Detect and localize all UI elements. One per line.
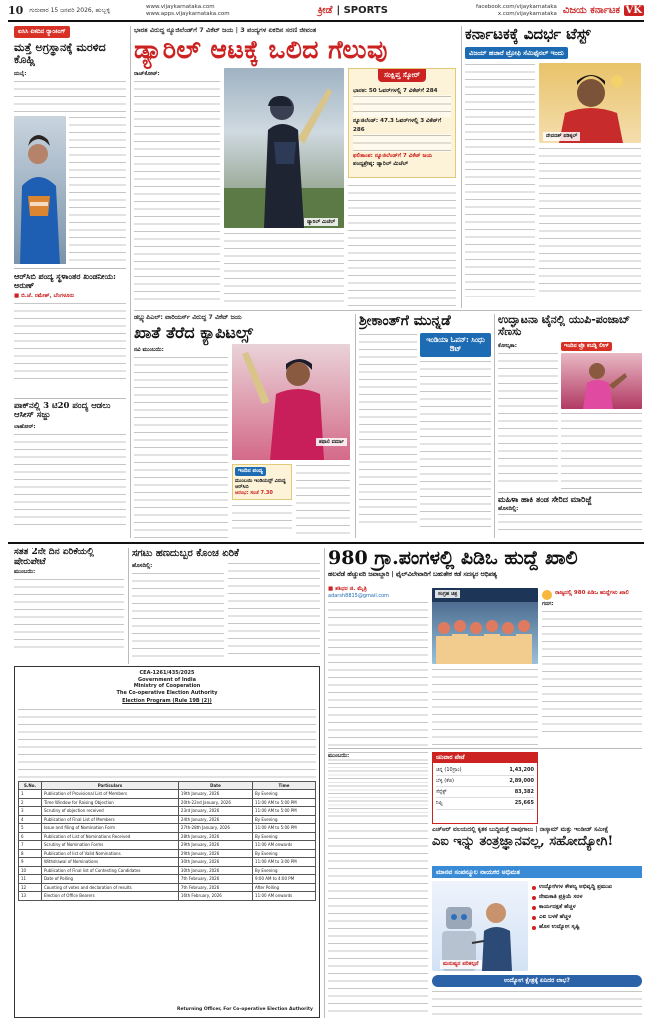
row-divider xyxy=(134,310,642,311)
market-value: 83,382 xyxy=(514,789,534,795)
jobs-body-2 xyxy=(432,668,538,748)
ad-table-header: Time xyxy=(253,781,316,790)
masthead-rule xyxy=(8,20,644,22)
masthead xyxy=(8,4,644,18)
ad-authority: The Co-operative Election Authority xyxy=(116,689,218,696)
main-story xyxy=(134,26,458,308)
wpl-today-match: ಮುಂಬಯಿ ಇಂಡಿಯನ್ಸ್ ವಿರುದ್ಧ ಆರ್‌ಸಿಬಿ xyxy=(235,477,286,491)
ad-table xyxy=(18,781,316,901)
ai-point xyxy=(532,894,642,901)
pak-headline: ಪಾಕ್‌ನಲ್ಲಿ 3 ಟಿ20 ಪಂದ್ಯ ಆಡಲು ಆಸೀಸ್ ಸಜ್ಜು xyxy=(14,401,111,421)
jobs-headline: 980 ಗ್ರಾ.ಪಂಗಳಲ್ಲಿ ಪಿಡಿಒ ಹುದ್ದೆ ಖಾಲಿ xyxy=(328,548,578,569)
election-notice-ad xyxy=(14,666,320,1018)
ad-table-cell: Counting of votes and declaration of results xyxy=(41,883,178,892)
wpl-story xyxy=(134,314,352,538)
bullet-icon xyxy=(532,906,536,910)
srikanth-headline: ಶ್ರೀಕಾಂತ್‌ಗೆ ಮುನ್ನಡೆ xyxy=(359,314,451,329)
wpi-story xyxy=(132,548,320,664)
marizanne-story xyxy=(498,492,642,538)
brand-logo: ವಿಜಯ ಕರ್ನಾಟಕ VK xyxy=(562,4,642,16)
ai-point-text: ಎಐ ಬಳಕೆ ಹೆಚ್ಚಳ xyxy=(539,914,572,921)
rcb-story xyxy=(14,268,126,394)
ad-table-row xyxy=(19,798,316,807)
ai-point-text: ಉದ್ಯೋಗಿಗಳ ಕೌಶಲ್ಯ ಅಭಿವೃದ್ಧಿ ಪ್ರಮುಖ xyxy=(539,884,613,891)
ad-table-row xyxy=(19,841,316,850)
ad-table-cell: Publication of Provisional List of Members xyxy=(41,790,178,799)
wpi-headline: ಸಗಟು ಹಣದುಬ್ಬರ ಕೊಂಚ ಏರಿಕೆ xyxy=(132,548,239,559)
market-title: ಚಿನಿವಾರ ಪೇಟೆ xyxy=(433,753,537,763)
ranji-photo xyxy=(539,63,641,143)
date-line: ಗುರುವಾರ 15 ಜನವರಿ 2026, ಹುಬ್ಬಳ್ಳಿ xyxy=(29,7,110,15)
jobs-photo xyxy=(432,588,538,664)
main-body-3 xyxy=(348,184,456,306)
ai-info-title: ಮಾನವ ಸಂಪನ್ಮೂಲ ನಾಯಕರ ಅಭಿಮತ xyxy=(432,866,642,878)
ad-table-cell: 3 xyxy=(19,807,42,816)
ad-table-cell: After Polling xyxy=(253,883,316,892)
ranji-body-1 xyxy=(465,63,535,297)
ad-table-cell: 11:00 AM to 5:00 PM xyxy=(253,807,316,816)
ad-table-cell: 9 xyxy=(19,858,42,867)
bullet-icon xyxy=(532,916,536,920)
wpl-body-2 xyxy=(296,464,350,534)
ad-table-cell: 30th January, 2026 xyxy=(178,858,252,867)
market-value: 2,89,000 xyxy=(509,777,534,784)
market-rows xyxy=(433,763,537,812)
ad-table-row xyxy=(19,807,316,816)
col-divider xyxy=(130,26,131,538)
wpl-photo xyxy=(232,344,350,460)
ad-table-cell: 12 xyxy=(19,883,42,892)
ad-intro xyxy=(18,708,316,778)
kohli-photo xyxy=(14,116,66,264)
ranji-body-2 xyxy=(539,147,641,297)
market-row xyxy=(436,798,534,809)
market-row xyxy=(436,765,534,776)
web-url[interactable]: www.vijaykarnataka.com xyxy=(145,4,215,11)
main-kicker: ಭಾರತ ವಿರುದ್ಧ ನ್ಯೂಜಿಲೆಂಡ್‌ಗೆ 7 ವಿಕೆಟ್ ಜಯ | 3 ಪಂದ್ಯಗಳ ಏಕದಿನ ಸರಣಿ ಜೀವಂತ xyxy=(134,26,317,34)
kohli-tag: ಐಸಿಸಿ ಏಕದಿನ ರ‍್ಯಾಂಕಿಂಗ್ xyxy=(14,26,70,38)
ai-body-2 xyxy=(432,990,642,1018)
col-divider-2 xyxy=(355,314,356,538)
ai-headline: ಎಐ ಇನ್ನು ತಂತ್ರಜ್ಞಾನವಲ್ಲ, ಸಹೋದ್ಯೋಗಿ! xyxy=(432,833,614,849)
bullet-icon xyxy=(532,926,536,930)
ad-table-cell: 11 xyxy=(19,875,42,884)
wpl-body-1 xyxy=(134,356,228,538)
srikanth-body-2 xyxy=(420,360,491,532)
ad-table-header: S.No. xyxy=(19,781,42,790)
ranji-subhead: ವಿಜಯ್ ಹಜಾರೆ ಟ್ರೋಫಿ ಸೆಮಿಫೈನಲ್ ಇಂದು xyxy=(465,47,568,59)
ad-ref: CEA-1261/435/2025 xyxy=(139,670,195,676)
kohli-dateline: ದುಬೈ: xyxy=(14,70,27,77)
kohli-body xyxy=(14,80,126,114)
kohli-body-2 xyxy=(69,116,126,264)
section-rule xyxy=(8,542,644,544)
ad-signature: Returning Officer, For Co-operative Election Authority xyxy=(177,1007,313,1013)
ad-table-cell: Time Window for Raising Objection xyxy=(41,798,178,807)
market-label: ಸೆನ್ಸೆಕ್ಸ್ xyxy=(436,789,447,795)
ad-table-cell: 7 xyxy=(19,841,42,850)
ad-table-cell: 1 xyxy=(19,790,42,799)
ad-table-header: Date xyxy=(178,781,252,790)
ai-col-1 xyxy=(328,752,428,1018)
kabaddi-story xyxy=(498,314,642,490)
wpi-dateline: ಹೊಸದಿಲ್ಲಿ: xyxy=(132,563,153,569)
jobs-email: adarsh8815@gmail.com xyxy=(328,592,390,599)
market-value: 25,665 xyxy=(514,800,534,807)
wpl-photo-caption: ಶಫಾಲಿ ವರ್ಮಾ xyxy=(316,438,347,446)
ai-point-text: ಕಾರ್ಯದಕ್ಷತೆ ಹೆಚ್ಚಳ xyxy=(539,904,576,911)
wpl-today-time: ಆರಂಭ: ಸಂಜೆ 7.30 xyxy=(235,490,273,497)
ad-table-cell: 10 xyxy=(19,866,42,875)
col-divider-4 xyxy=(128,548,129,664)
ad-program: Election Program (Rule 19B (2)) xyxy=(122,698,212,704)
scorecard-title: ಸಂಕ್ಷಿಪ್ತ ಸ್ಕೋರ್ xyxy=(378,69,426,82)
ad-table-cell: 11:00 AM to 5:00 PM xyxy=(253,798,316,807)
wpl-body-3 xyxy=(232,504,292,534)
site-urls xyxy=(146,4,230,18)
ad-table-header: Particulars xyxy=(41,781,178,790)
section-title: ಕ್ರೀಡೆ | SPORTS xyxy=(317,4,388,16)
ad-table-cell: By Evening xyxy=(253,815,316,824)
kabaddi-body-2 xyxy=(561,412,642,490)
pak-story xyxy=(14,398,126,538)
ad-table-cell: 9:00 AM to 4:00 PM xyxy=(253,875,316,884)
kabaddi-photo xyxy=(561,353,642,409)
satta-dateline: ಮುಂಬಯಿ: xyxy=(14,568,36,575)
satta-headline: ಸತತ 2ನೇ ದಿನ ಏರಿಕೆಯಲ್ಲಿ ಷೇರುಪೇಟೆ xyxy=(14,548,94,567)
page-number: 10 xyxy=(8,4,24,18)
ai-point xyxy=(532,924,642,931)
ad-table-cell: 13 xyxy=(19,892,42,901)
ad-table-cell: Scrutiny of Nomination Forms xyxy=(41,841,178,850)
ai-point xyxy=(532,914,642,921)
rcb-headline: ಆರ್‌ಸಿಬಿ ಪಂದ್ಯ ಸ್ಥಳಾಂತರ ಖಂಡನೀಯ: ಅರುಣ್ xyxy=(14,271,117,290)
ad-table-cell: 23rd January, 2026 xyxy=(178,807,252,816)
ai-point-text: ನೇಮಕಾತಿ ಪ್ರಕ್ರಿಯೆ ಸರಳ xyxy=(539,894,583,901)
ai-point-text: ಹೊಸ ಉದ್ಯೋಗ ಸೃಷ್ಟಿ xyxy=(539,924,580,931)
score-india: ಭಾರತ: 50 ಓವರ್‌ಗಳಲ್ಲಿ 7 ವಿಕೆಟ್‌ಗೆ 284 xyxy=(353,87,438,94)
ad-table-row xyxy=(19,892,316,901)
col-divider-3 xyxy=(494,314,495,538)
ad-table-cell: Publication of Final list of Contesting Candidates xyxy=(41,866,178,875)
jobs-side-body xyxy=(542,610,642,738)
bullet-icon xyxy=(532,896,536,900)
ad-table-cell: 29th January, 2026 xyxy=(178,849,252,858)
kabaddi-tag: ಇಂದಿನ ಪ್ರೊ ಕಬಡ್ಡಿ ಲೀಗ್ xyxy=(561,342,612,351)
wpl-headline: ಖಾತೆ ತೆರೆದ ಕ್ಯಾಪಿಟಲ್ಸ್ xyxy=(134,322,253,342)
wpl-dateline: ನವಿ ಮುಂಬಯಿ: xyxy=(134,347,164,353)
bullet-icon xyxy=(532,886,536,890)
ad-table-cell: 19th January, 2026 xyxy=(178,790,252,799)
satta-story xyxy=(14,548,124,664)
ad-table-cell: Publication of list of Valid Nominations xyxy=(41,849,178,858)
ai-kicker: ಎಚ್‌ಆರ್ ವಲಯದಲ್ಲಿ ಕೃತಕ ಬುದ್ಧಿಮತ್ತೆ ದಾಪುಗಾಲು | ನಾಸ್ಕಾಮ್ ಮತ್ತು ಇಂಡೀಡ್ ಸಮೀಕ್ಷೆ xyxy=(432,826,609,833)
srikanth-body-1 xyxy=(359,333,417,529)
market-label: ಬೆಳ್ಳಿ (ಕೆಜಿ) xyxy=(436,777,454,784)
ad-ministry: Ministry of Cooperation xyxy=(133,683,201,689)
wpl-today-title: ಇಂದಿನ ಪಂದ್ಯ xyxy=(235,467,266,476)
ad-table-cell: 11:00 AM to 3:00 PM xyxy=(253,858,316,867)
ad-table-cell: 4 xyxy=(19,815,42,824)
ad-table-row xyxy=(19,849,316,858)
ad-table-row xyxy=(19,832,316,841)
marizanne-body xyxy=(498,513,642,535)
ranji-story xyxy=(465,26,641,308)
market-row xyxy=(436,787,534,798)
facebook-link[interactable]: facebook.com/vijaykarnataka xyxy=(476,4,557,11)
ad-table-row xyxy=(19,815,316,824)
ai-top-rule xyxy=(328,748,642,749)
ad-table-cell: 24th January, 2026 xyxy=(178,815,252,824)
scorecard xyxy=(348,68,456,178)
alert-icon xyxy=(542,590,552,600)
ad-table-cell: Election of Office Bearers xyxy=(41,892,178,901)
ad-table-row xyxy=(19,858,316,867)
main-photo xyxy=(224,68,344,228)
ranji-headline: ಕರ್ನಾಟಕಕ್ಕೆ ವಿದರ್ಭ ಟೆಸ್ಟ್ xyxy=(465,26,591,43)
ad-table-cell: 6 xyxy=(19,832,42,841)
ad-gov: Government of India xyxy=(138,676,196,683)
ai-points xyxy=(532,881,642,971)
jobs-side-note: ರಾಜ್ಯದಲ್ಲಿ 980 ಪಿಡಿಒ ಹುದ್ದೆಗಳು ಖಾಲಿ xyxy=(555,590,629,596)
ai-robot-image xyxy=(432,881,528,971)
rcb-byline: ■ ಬಿ.ಜೆ. ರಮೇಶ್, ಬೆಂಗಳೂರು xyxy=(14,292,75,299)
wpi-body-1 xyxy=(132,572,224,660)
pak-dateline: ಲಾಹೋರ್: xyxy=(14,423,36,430)
ad-table-cell: By Evening xyxy=(253,849,316,858)
ad-table-cell: 11:00 AM to 5:00 PM xyxy=(253,824,316,833)
ad-table-cell: 16th February, 2026 xyxy=(178,892,252,901)
pak-body xyxy=(14,433,126,529)
marizanne-headline: ಮಹಿಳಾ ಹಾಕಿ ತಂಡ ಸೇರಿದ ಮಾರಿಜ್ಜೆ xyxy=(498,494,592,504)
col-divider-5 xyxy=(324,548,325,1018)
ad-table-cell: 7th February, 2026 xyxy=(178,883,252,892)
ai-point xyxy=(532,904,642,911)
ad-table-cell: 20th-22nd January, 2026 xyxy=(178,798,252,807)
x-link[interactable]: x.com/vijaykarnataka xyxy=(497,11,557,17)
ad-table-cell: 29th January, 2026 xyxy=(178,841,252,850)
ai-dateline: ಮುಂಬಯಿ: xyxy=(328,753,350,759)
kohli-story xyxy=(14,26,126,264)
ad-table-cell: Publication of List of Nominations Received xyxy=(41,832,178,841)
ad-table-cell: 5 xyxy=(19,824,42,833)
ai-point xyxy=(532,884,642,891)
wpl-today-box xyxy=(232,464,292,500)
main-headline: ಡ್ಯಾರಿಲ್ ಆಟಕ್ಕೆ ಒಲಿದ ಗೆಲುವು xyxy=(134,35,388,65)
ad-table-cell: By Evening xyxy=(253,866,316,875)
kabaddi-dateline: ಕೋಲ್ಕತಾ: xyxy=(498,343,517,350)
ranji-photo-caption: ದೇವದತ್ ಪಡಿಕ್ಕಲ್ xyxy=(543,132,580,140)
ad-table-cell: 11:00 AM onwards xyxy=(253,892,316,901)
market-row xyxy=(436,776,534,787)
wpi-body-2 xyxy=(228,562,320,660)
ad-table-cell: Withdrawal of Nominations xyxy=(41,858,178,867)
ai-body-1 xyxy=(328,762,428,1012)
jobs-subhead: ಹಲವೆಡೆ ಹೆಚ್ಚುವರಿ ಜವಾಬ್ದಾರಿ | ಫೈಲ್‌ವಿಲೇವಾರಿಗೆ ಬಹುತೇಕ ಕಡೆ ಸದಸ್ಯರ ಆಧಿಪತ್ಯ xyxy=(328,570,497,578)
ad-table-cell: 7th February, 2026 xyxy=(178,875,252,884)
jobs-side-story xyxy=(542,590,642,746)
kohli-headline: ಮತ್ತೆ ಅಗ್ರಸ್ಥಾನಕ್ಕೆ ಮರಳಿದ ಕೊಹ್ಲಿ xyxy=(14,40,106,66)
market-label: ನಿಫ್ಟಿ xyxy=(436,800,443,807)
jobs-side-dateline: ಗದಗ: xyxy=(542,601,554,607)
ai-footer-tag: ಉದ್ಯೋಗ ಕ್ಷೇತ್ರಕ್ಕೆ ಏನಿದರ ಲಾಭ? xyxy=(432,975,642,987)
kabaddi-body-1 xyxy=(498,352,558,488)
col-divider-right xyxy=(461,26,462,308)
ad-table-row xyxy=(19,883,316,892)
social-links xyxy=(476,4,557,18)
market-box xyxy=(432,752,538,824)
ad-table-cell: Scrutiny of objection received xyxy=(41,807,178,816)
score-pom: ಪಂದ್ಯಶ್ರೇಷ್ಠ: ಡ್ಯಾರಿಲ್ ಮಿಚೆಲ್ xyxy=(353,161,409,168)
rcb-body xyxy=(14,302,126,384)
score-nz: ನ್ಯೂಜಿಲೆಂಡ್: 47.3 ಓವರ್‌ಗಳಲ್ಲಿ 3 ವಿಕೆಟ್‌ಗೆ 286 xyxy=(353,118,442,133)
kabaddi-headline: ಉದ್ಘಾಟನಾ ಟೈನಲ್ಲಿ ಯುಪಿ-ಪಂಜಾಬ್ ಸೆಣಸು xyxy=(498,314,631,339)
ad-table-cell: 11:00 AM onwards xyxy=(253,841,316,850)
ad-table-row xyxy=(19,824,316,833)
ad-table-cell: Date of Polling xyxy=(41,875,178,884)
ad-table-cell: 2 xyxy=(19,798,42,807)
srikanth-story xyxy=(359,314,491,538)
ai-human-label: ಮನುಷ್ಯರ ಪರಿಕಲ್ಪನೆ xyxy=(440,960,482,969)
jobs-byline: ■ ಶಶಿಧರ ಜಿ. ಮೈತ್ರಿ xyxy=(328,586,367,592)
ad-table-cell: Publication of Final List of Members xyxy=(41,815,178,824)
main-dateline: ರಾಜ್‌ಕೋಟ್: xyxy=(134,71,160,77)
main-photo-caption: ಡ್ಯಾರಿಲ್ ಮಿಚೆಲ್ xyxy=(304,218,338,226)
ad-table-cell: By Evening xyxy=(253,790,316,799)
ad-table-cell: 8 xyxy=(19,849,42,858)
ad-table-cell: 30th January, 2026 xyxy=(178,866,252,875)
srikanth-subhead: ಇಂಡಿಯಾ ಓಪನ್: ಸಿಂಧು ಔಟ್ xyxy=(420,333,491,357)
jobs-photo-caption: ಸಂಗ್ರಹ ಚಿತ್ರ xyxy=(435,590,460,598)
wpl-kicker: ಡಬ್ಲ್ಯುಪಿಎಲ್: ವಾರಿಯರ್ಸ್ ವಿರುದ್ಧ 7 ವಿಕೆಟ್ ಜಯ xyxy=(134,314,242,321)
ad-table-row xyxy=(19,790,316,799)
app-url[interactable]: www.apps.vijaykarnataka.com xyxy=(145,11,230,17)
ad-table-cell: By Evening xyxy=(253,832,316,841)
score-result: ಫಲಿತಾಂಶ: ನ್ಯೂಜಿಲೆಂಡ್‌ಗೆ 7 ವಿಕೆಟ್ ಜಯ xyxy=(353,152,433,159)
ad-table-row xyxy=(19,875,316,884)
ad-table-cell: 28th January, 2026 xyxy=(178,832,252,841)
main-body-2 xyxy=(224,232,344,306)
market-label: ಚಿನ್ನ (10ಗ್ರಾಂ) xyxy=(436,766,462,773)
marizanne-dateline: ಹೊಸದಿಲ್ಲಿ: xyxy=(498,505,519,512)
ad-table-cell: Issue and filing of Nomination Form xyxy=(41,824,178,833)
main-body-1 xyxy=(134,80,220,300)
ad-table-cell: 27th-28th January, 2026 xyxy=(178,824,252,833)
ad-table-row xyxy=(19,866,316,875)
market-value: 1,43,200 xyxy=(509,766,534,773)
satta-body xyxy=(14,578,124,654)
ai-infographic xyxy=(432,866,642,1018)
